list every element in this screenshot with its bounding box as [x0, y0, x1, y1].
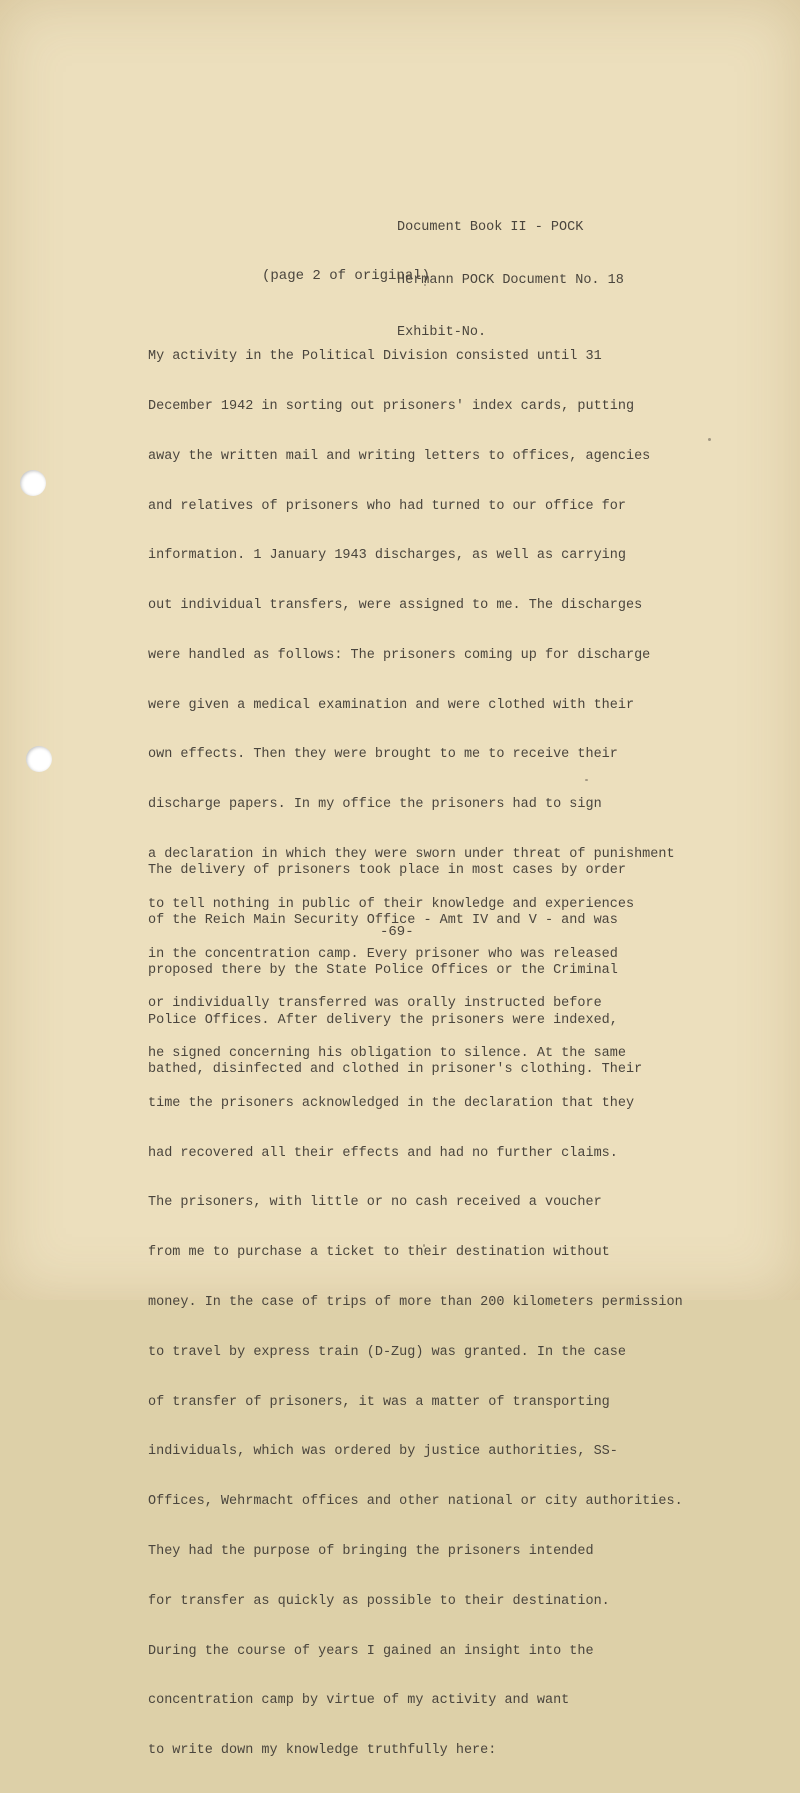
header-document-line: Hermann POCK Document No. 18: [397, 272, 624, 288]
text-line: The delivery of prisoners took place in most cases by order: [148, 863, 626, 879]
text-line: They had the purpose of bringing the prisoners intended: [148, 1543, 594, 1559]
header-book-line: Document Book II - POCK: [397, 220, 584, 235]
punch-hole-bottom: [26, 746, 52, 772]
text-line: own effects. Then they were brought to me to receive their: [148, 747, 618, 763]
text-line: Police Offices. After delivery the prisoners were indexed,: [148, 1012, 618, 1028]
text-line: to write down my knowledge truthfully here:: [148, 1743, 497, 1759]
text-line: to travel by express train (D-Zug) was granted. In the case: [148, 1344, 626, 1360]
punch-hole-top: [20, 470, 46, 496]
text-line: discharge papers. In my office the prisoners had to sign: [148, 797, 602, 813]
header-exhibit-line: Exhibit-No.: [397, 325, 487, 340]
text-line: for transfer as quickly as possible to their destination.: [148, 1593, 610, 1609]
text-line: and relatives of prisoners who had turned to our office for: [148, 498, 626, 514]
page-note: (page 2 of original): [262, 268, 431, 284]
text-line: My activity in the Political Division consisted until 31: [148, 349, 602, 365]
text-line: The prisoners, with little or no cash received a voucher: [148, 1195, 602, 1211]
text-line: to tell nothing in public of their knowledge and experiences: [148, 896, 635, 912]
text-line: money. In the case of trips of more than 200 kilometers permission: [148, 1295, 683, 1311]
paper-speck: [708, 438, 711, 441]
text-line: he signed concerning his obligation to silence. At the same: [148, 1046, 626, 1062]
text-line: of transfer of prisoners, it was a matter of transporting: [148, 1394, 610, 1410]
text-line: of the Reich Main Security Office - Amt IV and V - and was: [148, 912, 618, 928]
text-line: were handled as follows: The prisoners coming up for discharge: [148, 647, 651, 663]
text-line: During the course of years I gained an insight into the: [148, 1643, 594, 1659]
text-line: proposed there by the State Police Offices or the Criminal: [148, 962, 618, 978]
text-line: Offices, Wehrmacht offices and other national or city authorities.: [148, 1494, 683, 1510]
text-line: in the concentration camp. Every prisoner who was released: [148, 946, 618, 962]
text-line: or individually transferred was orally instructed before: [148, 996, 602, 1012]
text-line: time the prisoners acknowledged in the declaration that they: [148, 1095, 635, 1111]
text-line: individuals, which was ordered by justice authorities, SS-: [148, 1444, 618, 1460]
body-paragraph-2: [148, 830, 642, 1112]
text-line: had recovered all their effects and had no further claims.: [148, 1145, 618, 1161]
text-line: December 1942 in sorting out prisoners' index cards, putting: [148, 398, 635, 414]
text-line: were given a medical examination and were clothed with their: [148, 697, 635, 713]
text-line: bathed, disinfected and clothed in prisoner's clothing. Their: [148, 1062, 643, 1078]
text-line: information. 1 January 1943 discharges, as well as carrying: [148, 548, 626, 564]
text-line: away the written mail and writing letters to offices, agencies: [148, 448, 651, 464]
page-number: -69-: [380, 924, 414, 940]
text-line: from me to purchase a ticket to their destination without: [148, 1245, 610, 1261]
text-line: out individual transfers, were assigned to me. The discharges: [148, 598, 643, 614]
text-line: concentration camp by virtue of my activity and want: [148, 1693, 570, 1709]
text-line: a declaration in which they were sworn under threat of punishment: [148, 847, 675, 862]
